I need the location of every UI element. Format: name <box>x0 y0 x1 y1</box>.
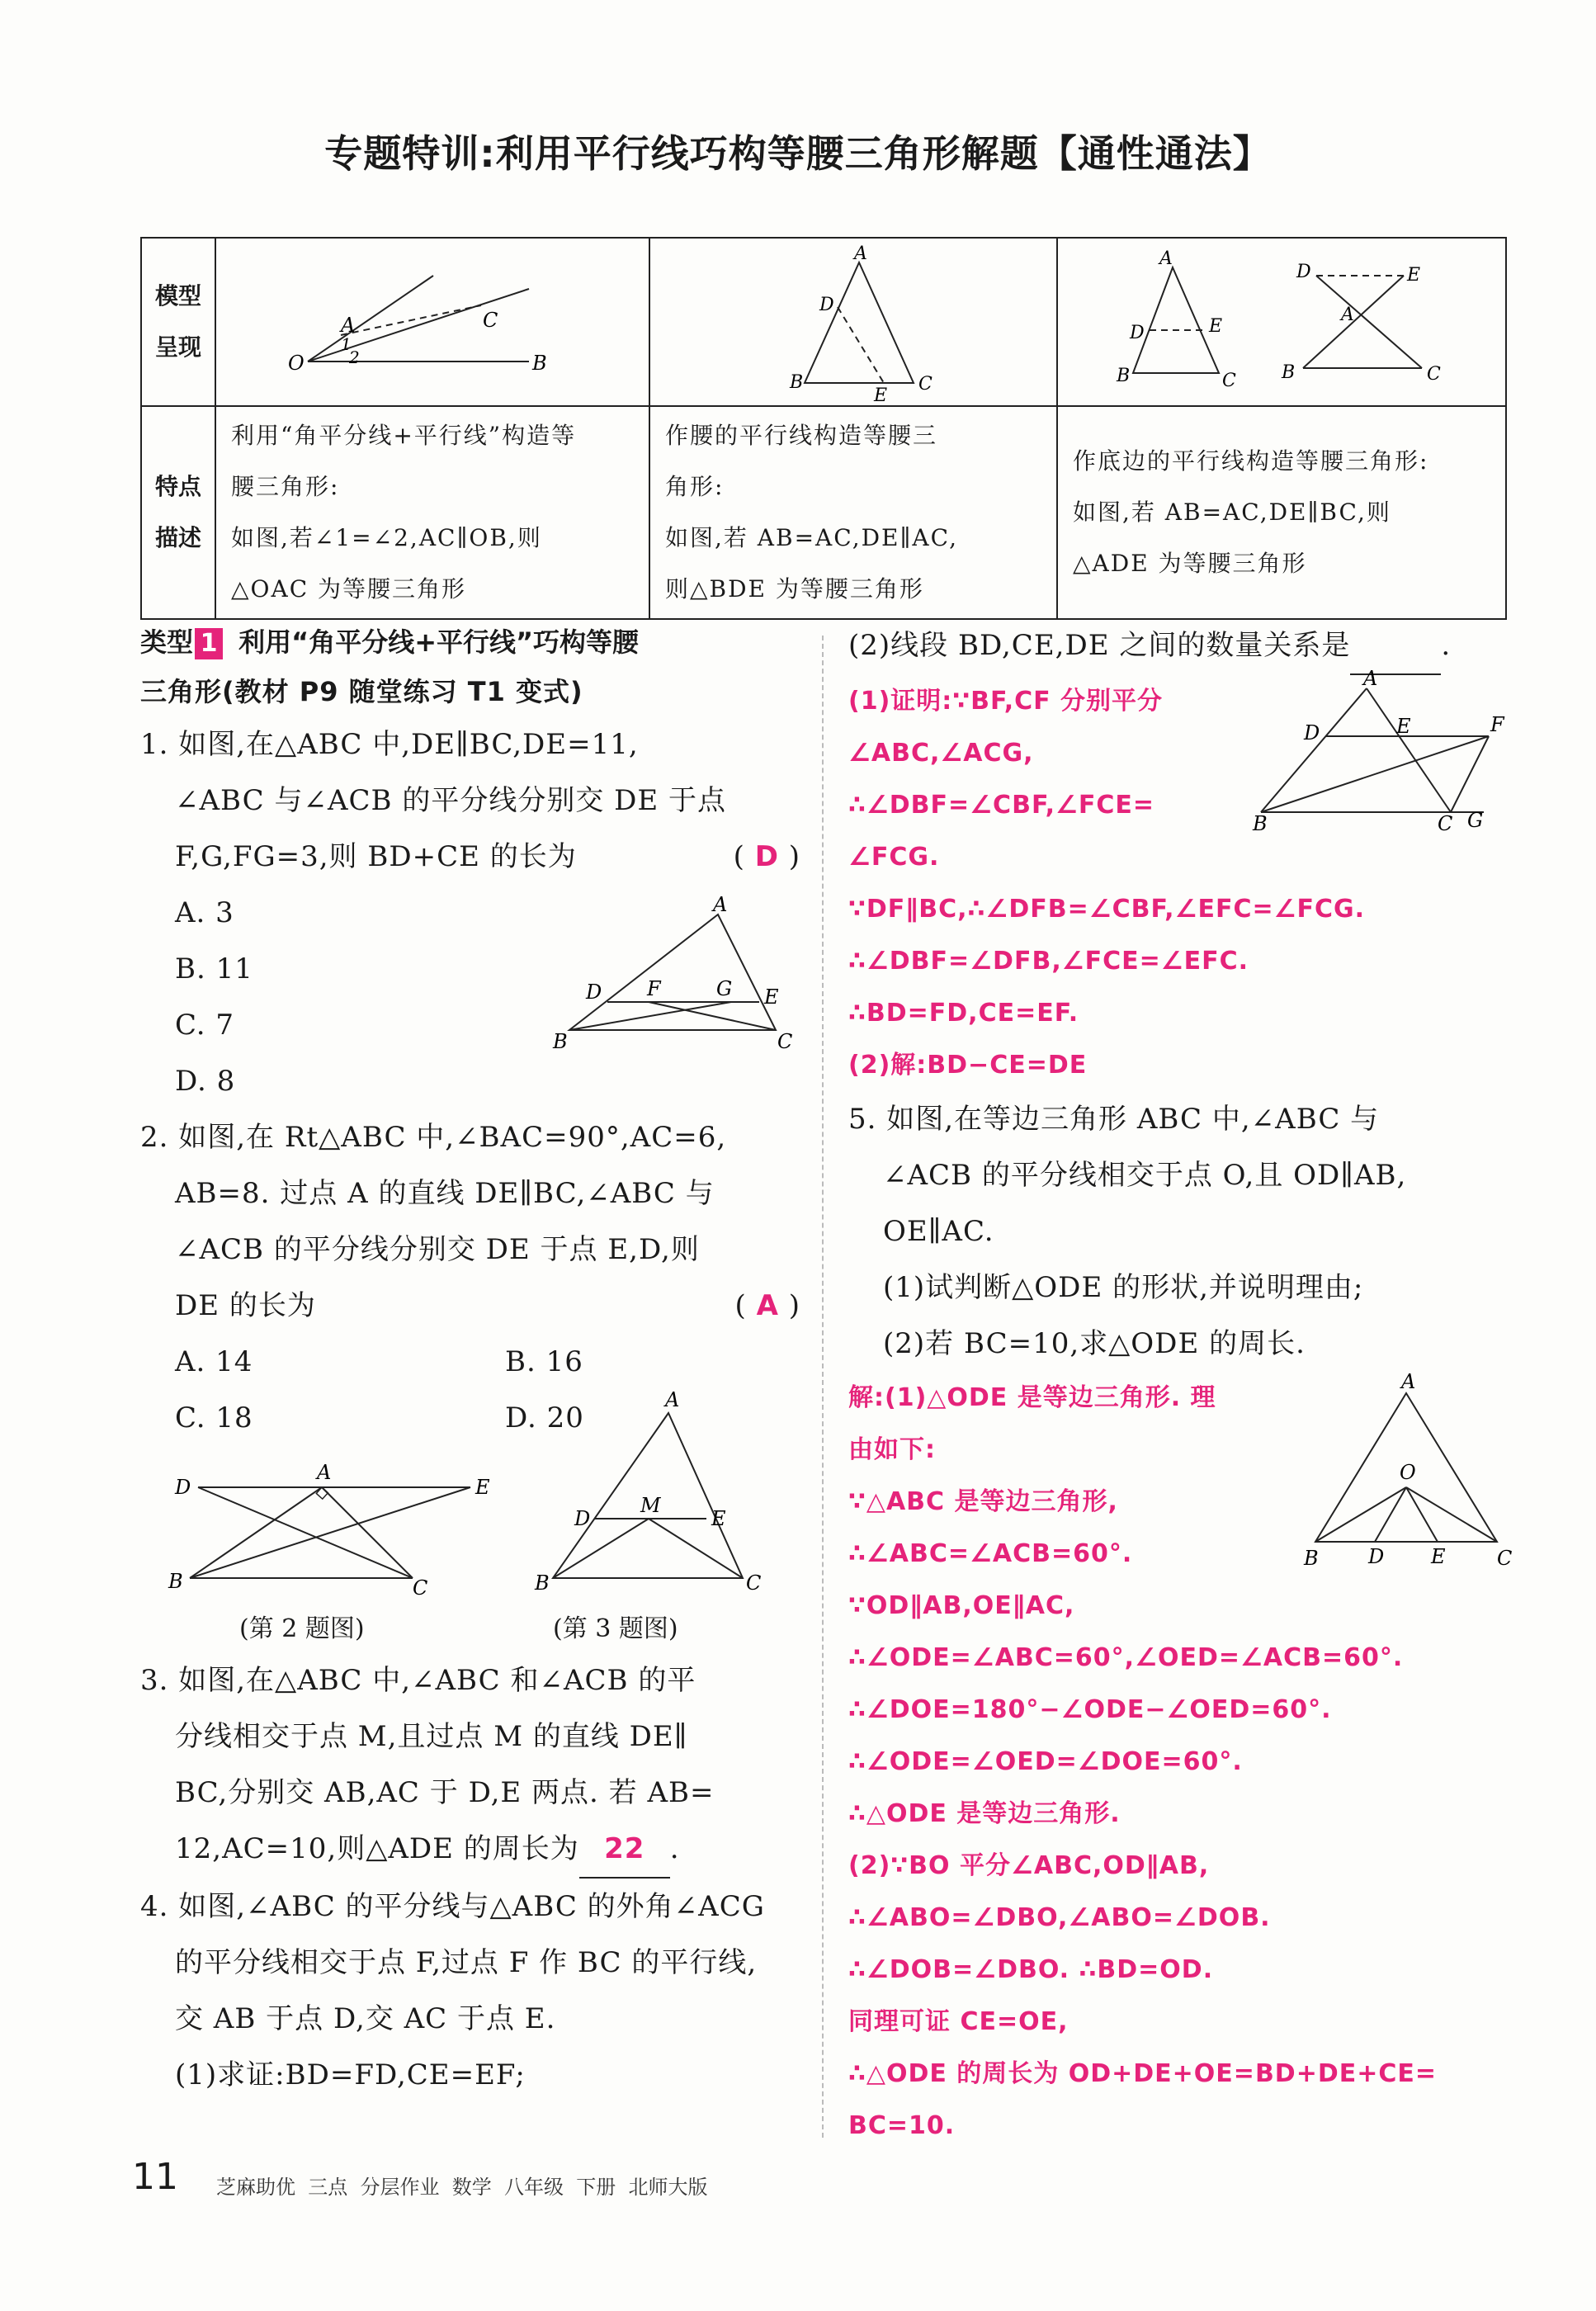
left-column <box>140 617 800 2103</box>
label-E: E <box>475 1476 490 1499</box>
label-G: G <box>1467 809 1484 832</box>
solution-line: 同理可证 CE=OE, <box>848 2007 1069 2036</box>
figure-q5 <box>1294 1370 1513 1575</box>
solution-line: 由如下: <box>848 1435 936 1464</box>
solution-line: ∴∠ABO=∠DBO,∠ABO=∠DOB. <box>848 1903 1271 1932</box>
row-label-feature <box>141 406 215 619</box>
label-C: C <box>1497 1547 1513 1570</box>
q-line: BC,分别交 AB,AC 于 D,E 两点. 若 AB= <box>175 1776 715 1809</box>
q-line: 5. 如图,在等边三角形 ABC 中,∠ABC 与 <box>848 1103 1380 1136</box>
right-column <box>848 617 1513 2152</box>
solution-line: ∵DF∥BC,∴∠DFB=∠CBF,∠EFC=∠FCG. <box>848 895 1366 924</box>
label-A: A <box>317 1461 332 1484</box>
solution-line: (2)∵BO 平分∠ABC,OD∥AB, <box>848 1851 1210 1880</box>
desc-line: 如图,若 AB=AC,DE∥BC,则 <box>1073 499 1391 526</box>
caption-q3: (第 3 题图) <box>553 1614 678 1643</box>
label-D: D <box>175 1476 191 1499</box>
label-1: 1 <box>341 334 352 354</box>
option-a: A. 14 <box>175 1345 253 1378</box>
label-C: C <box>918 374 933 395</box>
option-b: B. 16 <box>505 1345 583 1378</box>
solution-line: ∴∠DOE=180°−∠ODE−∠OED=60°. <box>848 1695 1332 1724</box>
q-line: 4. 如图,∠ABC 的平分线与△ABC 的外角∠ACG <box>140 1890 765 1923</box>
label-D: D <box>1130 323 1145 343</box>
q-line: (1)求证:BD=FD,CE=EF; <box>175 2058 526 2091</box>
q1-answer: D <box>754 840 779 873</box>
feature-desc-2 <box>649 406 1057 619</box>
label-D: D <box>1368 1545 1385 1568</box>
label-E: E <box>1407 265 1421 286</box>
q-line-answer: 12,AC=10,则△ADE 的周长为 22 . <box>140 1821 800 1879</box>
q-line: ∠ACB 的平分线分别交 DE 于点 E,D,则 <box>175 1233 700 1266</box>
q-line: (1)试判断△ODE 的形状,并说明理由; <box>883 1271 1364 1304</box>
label-C: C <box>1427 364 1441 385</box>
option-b: B. 11 <box>175 952 253 985</box>
q-line: ∠ABC 与∠ACB 的平分线分别交 DE 于点 <box>175 784 727 817</box>
label-B: B <box>1117 366 1131 386</box>
desc-line: 如图,若 AB=AC,DE∥AC, <box>665 524 958 551</box>
model-figure-2 <box>649 238 1057 406</box>
solution-line: ∴△ODE 是等边三角形. <box>848 1799 1121 1828</box>
label-A: A <box>1401 1370 1416 1393</box>
page-title: 专题特训:利用平行线巧构等腰三角形解题【通性通法】 <box>324 131 1272 176</box>
label-C: C <box>746 1571 762 1595</box>
desc-line: △ADE 为等腰三角形 <box>1073 550 1307 577</box>
option-c: C. 7 <box>175 1009 235 1042</box>
q-line-answer: DE 的长为 ( A ) <box>175 1289 800 1322</box>
desc-line: 腰三角形: <box>231 473 340 500</box>
question-3 <box>140 1652 800 1879</box>
q2-answer: A <box>756 1289 779 1322</box>
type-1-subheading: 三角形(教材 P9 随堂练习 T1 变式) <box>140 676 583 707</box>
q-line: AB=8. 过点 A 的直线 DE∥BC,∠ABC 与 <box>175 1177 715 1210</box>
figure-q2 <box>165 1454 495 1603</box>
q-line-answer: F,G,FG=3,则 BD+CE 的长为 ( D ) <box>175 840 800 873</box>
label-E: E <box>1209 316 1223 337</box>
q-line-text: (2)线段 BD,CE,DE 之间的数量关系是 <box>848 629 1351 662</box>
solution-line: ∵OD∥AB,OE∥AC, <box>848 1591 1075 1620</box>
feature-desc-1 <box>215 406 649 619</box>
solution-line: ∴∠ODE=∠OED=∠DOE=60°. <box>848 1747 1243 1776</box>
solution-line: ∴△ODE 的周长为 OD+DE+OE=BD+DE+CE= <box>848 2059 1438 2088</box>
q-line: (2)若 BC=10,求△ODE 的周长. <box>883 1327 1306 1360</box>
label-D: D <box>1304 721 1320 744</box>
label-B: B <box>532 352 547 375</box>
label-D: D <box>586 981 602 1004</box>
label-F: F <box>1490 713 1504 736</box>
option-c: C. 18 <box>175 1401 253 1434</box>
solution-line: ∠FCG. <box>848 843 940 872</box>
model-figure-3 <box>1057 238 1506 406</box>
label-E: E <box>1396 715 1411 738</box>
label-A: A <box>1341 305 1354 325</box>
caption-q2: (第 2 题图) <box>239 1614 365 1643</box>
label-B: B <box>1253 812 1268 835</box>
type-text: 利用“角平分线+平行线”巧构等腰 <box>238 626 640 658</box>
desc-line: 作腰的平行线构造等腰三 <box>665 422 938 449</box>
solution-line: ∴∠DBF=∠DFB,∠FCE=∠EFC. <box>848 947 1249 976</box>
option-d: D. 20 <box>505 1401 584 1434</box>
label-B: B <box>535 1571 550 1595</box>
label-D: D <box>574 1507 591 1530</box>
solution-line: ∴∠DBF=∠CBF,∠FCE= <box>848 791 1155 820</box>
label-line: 模型 <box>154 282 201 310</box>
label-M: M <box>640 1494 661 1517</box>
model-table <box>140 237 1507 620</box>
label-B: B <box>553 1030 568 1053</box>
label-A: A <box>854 243 867 264</box>
solution-line: (2)解:BD−CE=DE <box>848 1051 1088 1080</box>
solution-line: ∴∠DOB=∠DBO. ∴BD=OD. <box>848 1955 1214 1984</box>
solution-line: ∠ABC,∠ACG, <box>848 739 1034 768</box>
q3-answer: 22 <box>579 1821 670 1879</box>
question-5 <box>848 1091 1509 1372</box>
column-divider <box>822 636 824 2138</box>
q-line: 1. 如图,在△ABC 中,DE∥BC,DE=11, <box>140 728 639 761</box>
solution-line: ∵△ABC 是等边三角形, <box>848 1487 1118 1516</box>
solution-line: ∴∠ODE=∠ABC=60°,∠OED=∠ACB=60°. <box>848 1643 1404 1672</box>
figure-waist-parallel-model <box>651 239 1055 406</box>
question-4 <box>140 1879 800 2103</box>
solution-line: BC=10. <box>848 2111 956 2140</box>
label-D: D <box>819 295 834 315</box>
label-line: 描述 <box>154 524 201 551</box>
figure-q4 <box>1244 667 1509 835</box>
desc-line: 则△BDE 为等腰三角形 <box>665 575 924 603</box>
label-C: C <box>777 1030 793 1053</box>
q-line: 3. 如图,在△ABC 中,∠ABC 和∠ACB 的平 <box>140 1664 696 1697</box>
q-line: OE∥AC. <box>883 1215 994 1248</box>
feature-desc-3 <box>1057 406 1506 619</box>
label-D: D <box>1296 262 1311 282</box>
solution-line: ∴BD=FD,CE=EF. <box>848 999 1079 1028</box>
figure-base-parallel-model <box>1059 239 1504 401</box>
label-line: 特点 <box>154 473 201 500</box>
label-A: A <box>713 893 728 916</box>
type-badge: 1 <box>195 628 223 659</box>
solution-line: 解:(1)△ODE 是等边三角形. 理 <box>848 1383 1216 1412</box>
label-E: E <box>1431 1545 1446 1568</box>
label-A: A <box>665 1388 680 1411</box>
label-E: E <box>764 985 779 1009</box>
desc-line: 利用“角平分线+平行线”构造等 <box>231 422 577 449</box>
option-d: D. 8 <box>175 1065 236 1098</box>
label-F: F <box>647 977 661 1000</box>
label-B: B <box>1304 1547 1319 1570</box>
options-row <box>140 1334 800 1390</box>
label-G: G <box>716 977 733 1000</box>
solution-line: (1)证明:∵BF,CF 分别平分 <box>848 687 1164 716</box>
label-B: B <box>168 1570 183 1593</box>
figure-angle-bisector-model <box>217 239 648 401</box>
desc-line: 如图,若∠1=∠2,AC∥OB,则 <box>231 524 542 551</box>
label-O: O <box>1400 1461 1416 1484</box>
q-line-text: DE 的长为 <box>175 1289 316 1322</box>
desc-line: 作底边的平行线构造等腰三角形: <box>1073 447 1429 475</box>
footer-text: 芝麻助优 三点 分层作业 数学 八年级 下册 北师大版 <box>216 2176 708 2199</box>
option-a: A. 3 <box>175 896 234 929</box>
q4-part2: (2)线段 BD,CE,DE 之间的数量关系是 . <box>848 617 1509 675</box>
figure-q3 <box>503 1388 784 1603</box>
label-C: C <box>413 1576 428 1600</box>
label-C: C <box>1222 371 1236 391</box>
q-line: 的平分线相交于点 F,过点 F 作 BC 的平行线, <box>175 1946 758 1979</box>
label-E: E <box>711 1507 726 1530</box>
label-B: B <box>1282 362 1296 383</box>
label-line: 呈现 <box>154 333 201 361</box>
q-line: 分线相交于点 M,且过点 M 的直线 DE∥ <box>175 1720 688 1753</box>
figure-q1 <box>553 893 800 1080</box>
label-A: A <box>1363 667 1378 690</box>
row-label-model <box>141 238 215 406</box>
label-2: 2 <box>349 347 360 367</box>
type-1-heading <box>140 617 800 667</box>
label-E: E <box>874 385 888 406</box>
label-O: O <box>288 352 305 375</box>
label-A: A <box>341 314 356 337</box>
q-line-text: F,G,FG=3,则 BD+CE 的长为 <box>175 840 577 873</box>
page-number: 11 <box>132 2156 178 2198</box>
q-line: 2. 如图,在 Rt△ABC 中,∠BAC=90°,AC=6, <box>140 1121 727 1154</box>
solution-line: ∴∠ABC=∠ACB=60°. <box>848 1539 1133 1568</box>
label-B: B <box>790 372 804 393</box>
label-A: A <box>1159 248 1173 269</box>
desc-line: 角形: <box>665 473 725 500</box>
q-line: ∠ACB 的平分线相交于点 O,且 OD∥AB, <box>883 1159 1407 1192</box>
q-line: 交 AB 于点 D,交 AC 于点 E. <box>175 2002 556 2035</box>
label-C: C <box>483 309 498 332</box>
q-line-text: 12,AC=10,则△ADE 的周长为 <box>175 1832 579 1865</box>
type-label: 类型 <box>140 626 194 658</box>
desc-line: △OAC 为等腰三角形 <box>231 575 467 603</box>
label-C: C <box>1438 812 1453 835</box>
model-figure-1 <box>215 238 649 406</box>
